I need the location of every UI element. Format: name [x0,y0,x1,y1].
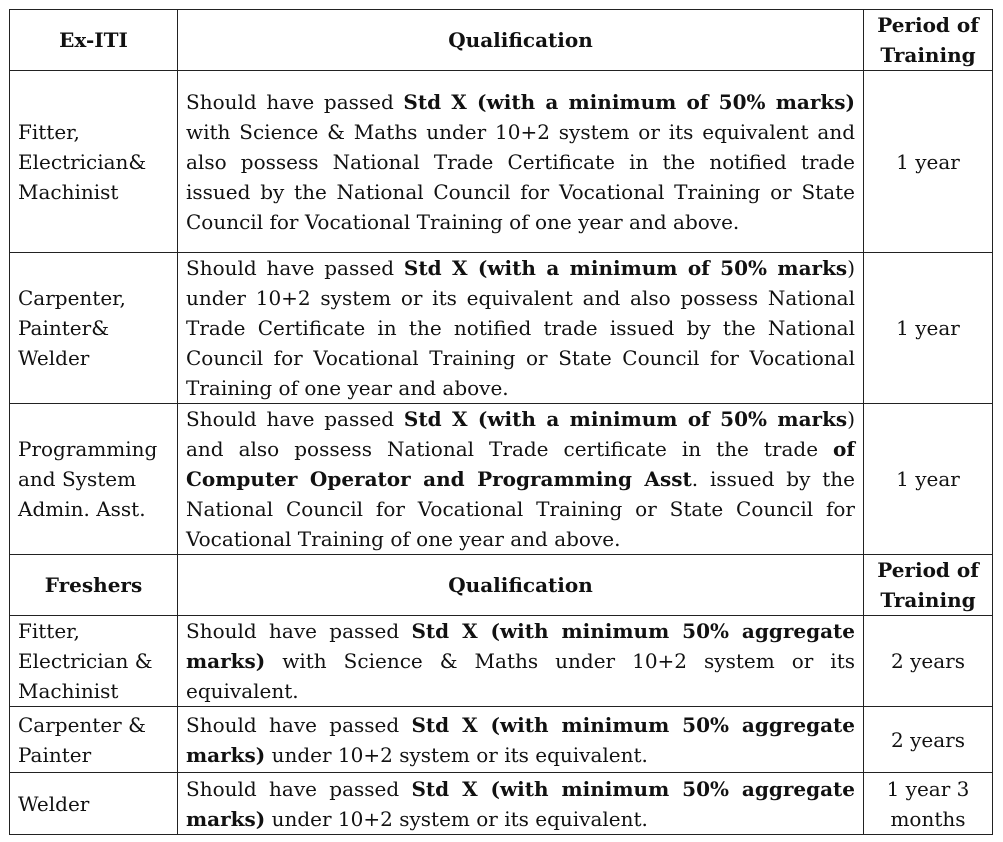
ex-iti-col2-header: Qualification [178,10,864,71]
qualification-bold-text: Std X (with a minimum of 50% marks [403,407,848,431]
qualification-cell [178,773,864,835]
qualification-text: ) and also possess National Trade certificate in the trade [186,407,855,461]
trade-line: Welder [18,791,90,816]
period-line: 1 year 3 [886,776,970,801]
freshers-col1-header: Freshers [10,555,178,616]
trade-cell [10,773,178,835]
qualification-text: with Science & Maths under 10+2 system or its equivalent and also possess National Trade Certificate in the notified trade issued by the National Council for Vocational Training or State Council for Vocational Training of one year and above. [186,119,855,234]
table-row [10,707,993,773]
trade-line: Machinist [18,679,119,703]
trade-line: Painter& [18,316,109,340]
qualification-bold-text: Std X (with a minimum of 50% marks) [403,89,855,114]
qualification-text: Should have passed [186,407,404,431]
period-cell [864,616,993,707]
period-cell: 1 year [864,253,993,404]
qualification-cell [178,253,864,404]
freshers-col3-header [864,555,993,616]
freshers-header-row [10,555,993,616]
period-line: 2 years [891,727,965,752]
qualification-bold-text: Std X (with minimum 50% aggregate marks) [186,619,856,673]
trade-line: Carpenter, [18,286,126,310]
trade-line: Fitter, [18,119,80,144]
period-cell [864,707,993,773]
trade-line: Fitter, [18,619,80,643]
trade-line: Painter [18,742,92,767]
qualification-text: Should have passed [186,619,412,643]
qualification-cell [178,71,864,253]
qualification-cell [178,404,864,555]
qualification-cell [178,707,864,773]
period-header-line2: Training [880,588,976,612]
trade-line: Electrician & [18,649,153,673]
ex-iti-header-row [10,10,993,71]
period-cell [864,773,993,835]
table-row [10,404,993,555]
ex-iti-col3-header [864,10,993,71]
table-row [10,71,993,253]
qualification-text: . issued by the National Council for Vocational Training or State Council for Vocational Training of one year and above. [186,467,855,551]
qualification-text: under 10+2 system or its equivalent. [265,806,648,831]
table-row [10,616,993,707]
trade-cell [10,707,178,773]
qualification-bold-text: Std X (with a minimum of 50% marks [403,256,848,280]
trade-cell [10,404,178,555]
qualification-text: Should have passed [186,776,412,801]
freshers-col2-header: Qualification [178,555,864,616]
table-row [10,773,993,835]
trade-cell [10,71,178,253]
trade-line: and System [18,467,137,491]
period-line: 2 years [891,649,965,673]
period-header-line1: Period of [877,13,979,37]
trade-cell [10,253,178,404]
period-line: months [890,806,966,831]
qualification-cell [178,616,864,707]
qualification-table [9,9,993,835]
period-header-line2: Training [880,43,976,67]
trade-cell [10,616,178,707]
trade-line: Carpenter & [18,712,146,737]
qualification-text: with Science & Maths under 10+2 system or its equivalent. [186,649,855,703]
table-row [10,253,993,404]
ex-iti-col1-header: Ex-ITI [10,10,178,71]
qualification-text: Should have passed [186,256,404,280]
period-header-line1: Period of [877,558,979,582]
trade-line: Programming [18,437,158,461]
period-cell: 1 year [864,71,993,253]
qualification-text: Should have passed [186,712,412,737]
qualification-text: under 10+2 system or its equivalent. [265,742,648,767]
qualification-text: ) under 10+2 system or its equivalent and also possess National Trade Certificate in the notified trade issued by the National Council for Vocational Training or State Council for Vocational Training of one year and above. [186,256,855,400]
qualification-bold-text: of Computer Operator and Programming Asst [186,437,855,491]
trade-line: Welder [18,346,90,370]
period-cell: 1 year [864,404,993,555]
qualification-bold-text: Std X (with minimum 50% aggregate marks) [186,712,856,767]
trade-line: Admin. Asst. [18,497,146,521]
trade-line: Machinist [18,179,119,204]
trade-line: Electrician& [18,149,147,174]
qualification-bold-text: Std X (with minimum 50% aggregate marks) [186,776,856,831]
qualification-text: Should have passed [186,89,404,114]
